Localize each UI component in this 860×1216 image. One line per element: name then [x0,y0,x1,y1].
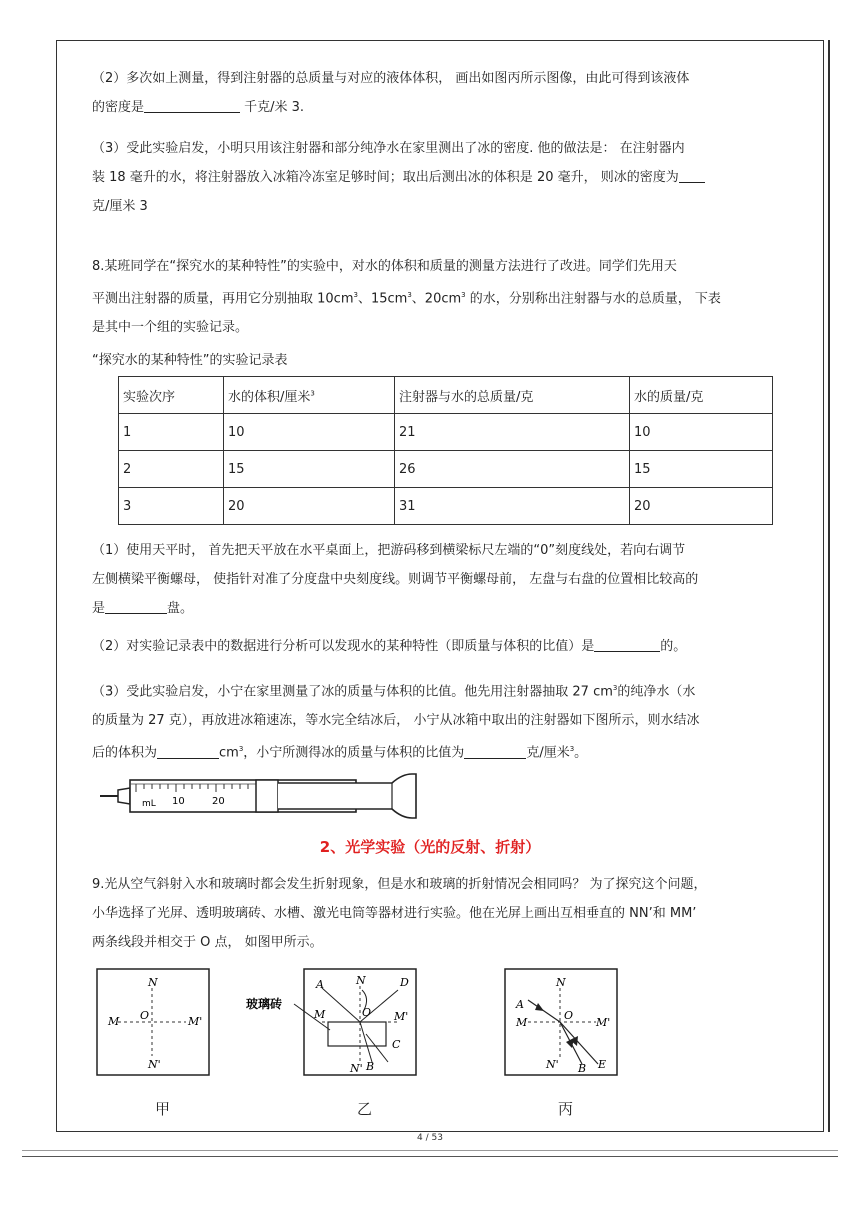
answer-blank[interactable] [144,98,240,113]
svg-text:M': M' [188,1015,203,1028]
footer-rule-2 [22,1156,838,1157]
cell: 15 [630,451,773,488]
cell: 3 [119,488,224,525]
answer-blank[interactable] [464,744,526,759]
page-number: 4 / 53 [417,1133,443,1143]
cell: 31 [395,488,630,525]
svg-text:M: M [108,1015,120,1028]
cell: 21 [395,414,630,451]
svg-text:D: D [400,976,409,989]
svg-text:B: B [366,1060,375,1073]
cell: 26 [395,451,630,488]
header-cell: 水的体积/厘米$^3$ [224,377,395,414]
figure-bing [504,968,624,1080]
cell: 15 [224,451,395,488]
syringe-unit: mL [142,799,156,809]
section-title: 2、光学实验（光的反射、折射） [319,838,541,856]
svg-text:B: B [578,1062,587,1075]
answer-blank[interactable] [105,599,167,614]
table-header-row [119,377,773,414]
record-table [118,376,773,525]
q9-line2: 小华选择了光屏、透明玻璃砖、水槽、激光电筒等器材进行实验。他在光屏上画出互相垂直的 NN’和 MM’ [92,906,697,921]
glass-brick-label: 玻璃砖 [246,997,283,1011]
table-row [119,488,773,525]
table-row [119,451,773,488]
header-cell: 实验次序 [119,377,224,414]
q8-intro [92,252,802,342]
q7-part3 [92,134,802,221]
syringe-tick-10: 10 [172,796,185,807]
table-row [119,414,773,451]
svg-text:N': N' [546,1058,559,1071]
svg-text:M: M [314,1008,326,1021]
caption-bing: 丙 [558,1100,574,1118]
q8-part2: （2）对实验记录表中的数据进行分析可以发现水的某种特性（即质量与体积的比值）是 的。 [92,639,687,654]
q9-line1: 9.光从空气斜射入水和玻璃时都会发生折射现象，但是水和玻璃的折射情况会相同吗？ 为了探究这个问题， [92,877,707,892]
q8-intro-line1: 8.某班同学在“探究水的某种特性”的实验中，对水的体积和质量的测量方法进行了改进。同学们先用天 [92,259,677,274]
answer-blank[interactable] [594,637,660,652]
q7-p3-line3: 克/厘米 3 [92,199,148,214]
q7-p3-line1: （3）受此实验启发，小明只用该注射器和部分纯净水在家里测出了冰的密度. 他的做法是： 在注射器内 [92,141,685,156]
cell: 1 [119,414,224,451]
answer-blank[interactable] [157,744,219,759]
q8-p3-line1: （3）受此实验启发，小宁在家里测量了冰的质量与体积的比值。他先用注射器抽取 27 $cm^3$的纯净水（水 [92,684,696,700]
q9-line3: 两条线段并相交于 O 点， 如图甲所示。 [92,935,323,950]
header-cell: 水的质量/克 [630,377,773,414]
svg-text:M: M [516,1016,528,1029]
q7-part2 [92,64,802,122]
svg-text:N': N' [148,1058,161,1071]
svg-text:N': N' [350,1062,363,1075]
syringe-tick-20: 20 [212,796,225,807]
svg-text:N: N [356,974,366,987]
q8-p1-line3: 是 盘。 [92,601,194,616]
svg-text:O: O [362,1006,372,1019]
svg-text:O: O [140,1009,150,1022]
q8-p1-line2: 左侧横梁平衡螺母， 使指针对准了分度盘中央刻度线。则调节平衡螺母前， 左盘与右盘的位置相比较高的 [92,572,699,587]
cell: 2 [119,451,224,488]
svg-text:O: O [564,1009,574,1022]
q7-p3-line2: 装 18 毫升的水，将注射器放入冰箱冷冻室足够时间；取出后测出冰的体积是 20 毫升， 则冰的密度为 [92,163,802,192]
cell: 20 [224,488,395,525]
page-frame-edge [828,40,830,1132]
figure-yi [232,968,432,1080]
footer-rule [22,1150,838,1151]
figure-jia [96,968,216,1080]
caption-jia: 甲 [155,1100,171,1118]
svg-text:A: A [316,978,324,991]
svg-text:N: N [148,976,158,989]
q8-p1-line1: （1）使用天平时， 首先把天平放在水平桌面上，把游码移到横梁标尺左端的“0”刻度线处，若向右调节 [92,543,686,558]
q7-p2-line1: （2）多次如上测量，得到注射器的总质量与对应的液体体积， 画出如图丙所示图像，由此可得到该液体 [92,71,690,86]
caption-yi: 乙 [357,1100,373,1118]
q8-intro-line3: 是其中一个组的实验记录。 [92,320,249,336]
q8-part3 [92,674,802,768]
table-title: “探究水的某种特性”的实验记录表 [92,353,288,368]
svg-text:M': M' [596,1016,611,1029]
header-cell: 注射器与水的总质量/克 [395,377,630,414]
q8-part1 [92,536,802,623]
answer-blank[interactable] [679,168,705,183]
syringe-figure [96,768,436,824]
cell: 10 [630,414,773,451]
q9-text [92,870,802,957]
q8-intro-line2: 平测出注射器的质量，再用它分别抽取 $10cm^3$、$15cm^3$、$20cm^3$ 的水，分别称出注射器与水的总质量， 下表 [92,291,721,307]
q7-p2-line2: 的密度是 千克/米 3. [92,100,305,115]
cell: 20 [630,488,773,525]
cell: 10 [224,414,395,451]
svg-text:N: N [556,976,566,989]
svg-text:C: C [392,1038,401,1051]
q8-p3-line3: 后的体积为 $cm^3$，小宁所测得冰的质量与体积的比值为 克/厘米$^3$。 [92,745,588,761]
q8-p3-line2: 的质量为 27 克），再放进冰箱速冻，等水完全结冰后， 小宁从冰箱中取出的注射器如下图所示，则水结冰 [92,713,700,729]
svg-text:M': M' [394,1010,409,1023]
svg-text:E: E [598,1058,607,1071]
svg-text:A: A [516,998,524,1011]
